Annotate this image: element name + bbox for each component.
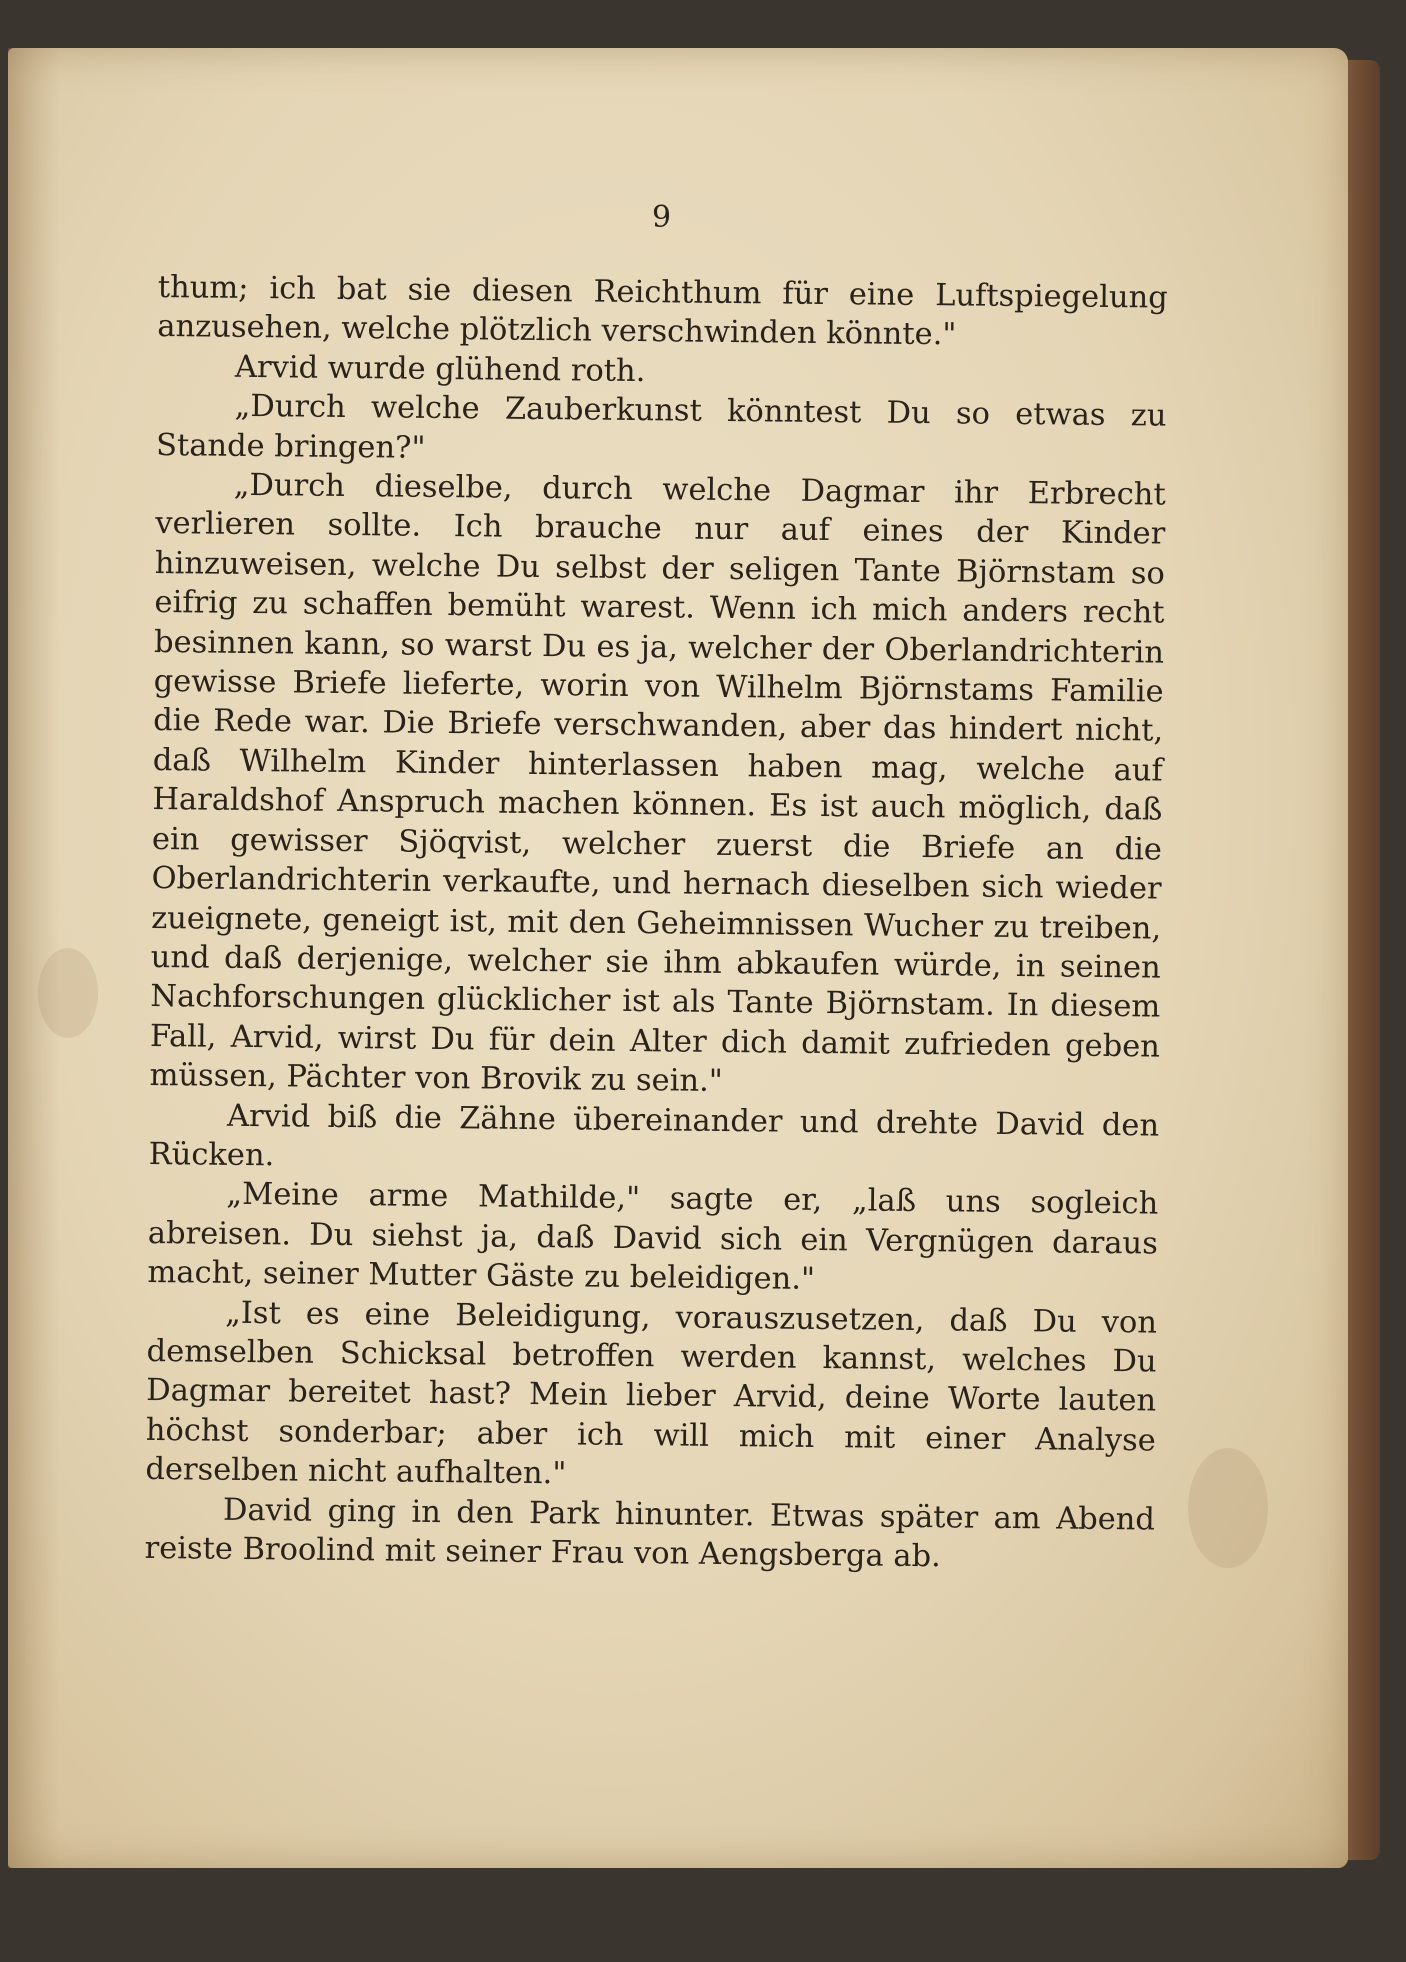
paragraph: „Durch welche Zauberkunst könntest Du so etwas zu Stande bringen?": [155, 389, 1167, 466]
paragraph: thum; ich bat sie diesen Reichthum für eine Luftspiegelung anzusehen, welche plötzlich verschwinden könnte.": [157, 269, 1168, 353]
page-number: 9: [652, 200, 672, 235]
paragraph: Arvid biß die Zähne übereinander und drehte David den Rücken.: [148, 1098, 1160, 1174]
paragraph: David ging in den Park hinunter. Etwas später am Abend reiste Broolind mit seiner Frau von Aengsberga ab.: [144, 1492, 1156, 1575]
body-text: [144, 268, 1168, 1579]
paper-stain: [1188, 1448, 1268, 1568]
paper-stain: [38, 948, 98, 1038]
paragraph: „Meine arme Mathilde," sagte er, „laß uns sogleich abreisen. Du siehst ja, daß David sich ein Vergnügen daraus macht, seiner Mutter Gäste zu beleidigen.": [147, 1177, 1159, 1298]
paragraph: „Ist es eine Beleidigung, vorauszusetzen, daß Du von demselben Schicksal betroffen werden kannst, welches Du Dagmar bereitet hast? Mein lieber Arvid, deine Worte lauten höchst sonderbar; aber ich will mich mit einer Analyse derselben nicht aufhalten.": [145, 1295, 1158, 1492]
paragraph: „Durch dieselbe, durch welche Dagmar ihr Erbrecht verlieren sollte. Ich brauche nur auf eines der Kinder hinzuweisen, welche Du selbst der seligen Tante Björnstam so eifrig zu schaffen bemüht warest. Wenn ich mich anders recht besinnen kann, so warst Du es ja, welcher der Oberlandrichterin gewisse Briefe lieferte, worin von Wilhelm Björnstams Familie die Rede war. Die Briefe verschwanden, aber das hindert nicht, daß Wilhelm Kinder hinterlassen haben mag, welche auf Haraldshof Anspruch machen können. Es ist auch möglich, daß ein gewisser Sjöqvist, welcher zuerst die Briefe an die Oberlandrichterin verkaufte, und hernach dieselben sich wieder zueignete, geneigt ist, mit den Geheimnissen Wucher zu treiben, und daß derjenige, welcher sie ihm abkaufen würde, in seinen Nachforschungen glücklicher ist als Tante Björnstam. In diesem Fall, Arvid, wirst Du für dein Alter dich damit zufrieden geben müssen, Pächter von Brovik zu sein.": [149, 467, 1166, 1100]
paragraph: Arvid wurde glühend roth.: [234, 349, 646, 389]
